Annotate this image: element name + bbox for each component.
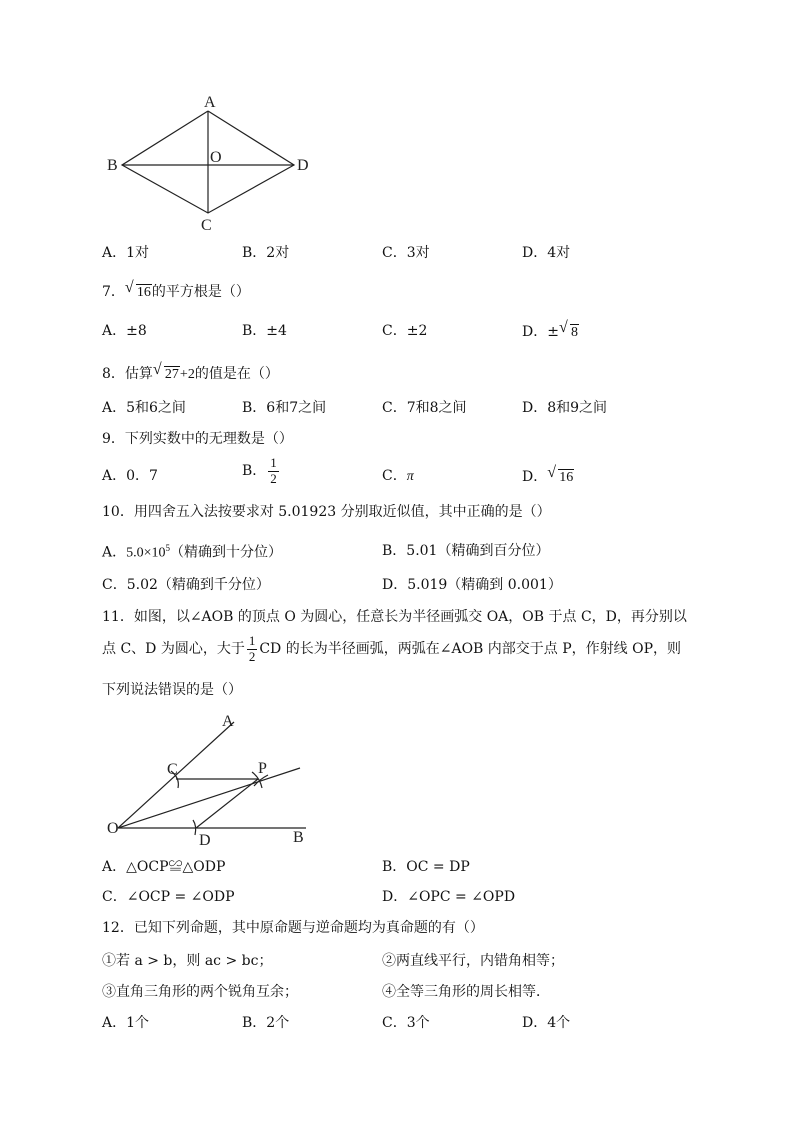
label-b: B xyxy=(293,829,304,846)
q7-stem: 7． √ 16的平方根是（） xyxy=(102,279,250,300)
q9-option-c[interactable]: C．π xyxy=(382,468,414,484)
rhombus-figure xyxy=(100,92,325,234)
q12-proposition-3: ③直角三角形的两个锐角互余； xyxy=(102,984,298,1000)
q11-stem-line3: 下列说法错误的是（） xyxy=(102,682,242,698)
label-a: A xyxy=(204,94,216,111)
q12-option-c[interactable]: C．3个 xyxy=(382,1015,430,1031)
q11-option-a[interactable]: A．△OCP≌△ODP xyxy=(102,859,226,875)
q10-option-d[interactable]: D．5.019（精确到 0.001） xyxy=(382,577,562,593)
q9-option-b[interactable]: B． $\frac{1}{2}$ xyxy=(242,455,277,486)
q11-option-b[interactable]: B．OC = DP xyxy=(382,859,470,875)
q12-proposition-4: ④全等三角形的周长相等． xyxy=(382,984,550,1000)
segment-dp xyxy=(196,779,258,828)
label-c: C xyxy=(201,217,212,234)
q12-option-a[interactable]: A．1个 xyxy=(102,1015,150,1031)
q8-stem: 8．估算 √ 27+2的值是在（） xyxy=(102,361,279,382)
label-o: O xyxy=(107,820,119,837)
label-b: B xyxy=(107,157,118,174)
q7-option-c[interactable]: C．±2 xyxy=(382,323,428,339)
q8-option-a[interactable]: A．5和6之间 xyxy=(102,400,186,416)
q7-option-d[interactable]: D．± √ 8 xyxy=(522,319,578,340)
q11-option-c[interactable]: C．∠OCP = ∠ODP xyxy=(102,889,235,905)
q6-option-a[interactable]: A．1对 xyxy=(102,245,150,261)
q10-stem: 10．用四舍五入法按要求对 5.01923 分别取近似值，其中正确的是（） xyxy=(102,504,551,520)
q8-option-d[interactable]: D．8和9之间 xyxy=(522,400,608,416)
q6-option-b[interactable]: B．2对 xyxy=(242,245,290,261)
angle-bisector-figure xyxy=(100,708,330,848)
q12-option-d[interactable]: D．4个 xyxy=(522,1015,571,1031)
q6-option-d[interactable]: D．4对 xyxy=(522,245,571,261)
q8-option-b[interactable]: B．6和7之间 xyxy=(242,400,327,416)
label-o: O xyxy=(210,149,222,166)
q11-option-d[interactable]: D．∠OPC = ∠OPD xyxy=(382,889,516,905)
q9-option-a[interactable]: A．0．7 xyxy=(102,468,158,484)
ray-op xyxy=(118,768,300,828)
q12-option-b[interactable]: B．2个 xyxy=(242,1015,290,1031)
q11-stem-line1: 11．如图，以∠AOB 的顶点 O 为圆心，任意长为半径画弧交 OA，OB 于点 C，D，再分别以 xyxy=(102,609,687,625)
label-p: P xyxy=(258,760,267,777)
q9-option-d[interactable]: D． √ 16 xyxy=(522,464,574,485)
q6-option-c[interactable]: C．3对 xyxy=(382,245,430,261)
q12-proposition-1: ①若 a > b，则 ac > bc； xyxy=(102,953,273,969)
q12-stem: 12．已知下列命题，其中原命题与逆命题均为真命题的有（） xyxy=(102,920,484,936)
label-a: A xyxy=(222,713,234,730)
q7-option-b[interactable]: B．±4 xyxy=(242,323,287,339)
q12-proposition-2: ②两直线平行，内错角相等； xyxy=(382,953,564,969)
q11-stem-line2: 点 C、D 为圆心，大于 $\frac{1}{2}$ CD 的长为半径画弧，两弧在∠AOB 内部交于点 P，作射线 OP，则 xyxy=(102,633,682,664)
label-d: D xyxy=(199,832,211,848)
q10-option-b[interactable]: B．5.01（精确到百分位） xyxy=(382,543,550,559)
q7-option-a[interactable]: A．±8 xyxy=(102,323,147,339)
q10-option-c[interactable]: C．5.02（精确到千分位） xyxy=(102,577,270,593)
q9-stem: 9．下列实数中的无理数是（） xyxy=(102,431,293,447)
q8-option-c[interactable]: C．7和8之间 xyxy=(382,400,467,416)
label-d: D xyxy=(297,157,309,174)
label-c: C xyxy=(167,761,178,778)
q10-option-a[interactable]: A．$5.0\times 10^5$（精确到十分位） xyxy=(102,543,283,561)
